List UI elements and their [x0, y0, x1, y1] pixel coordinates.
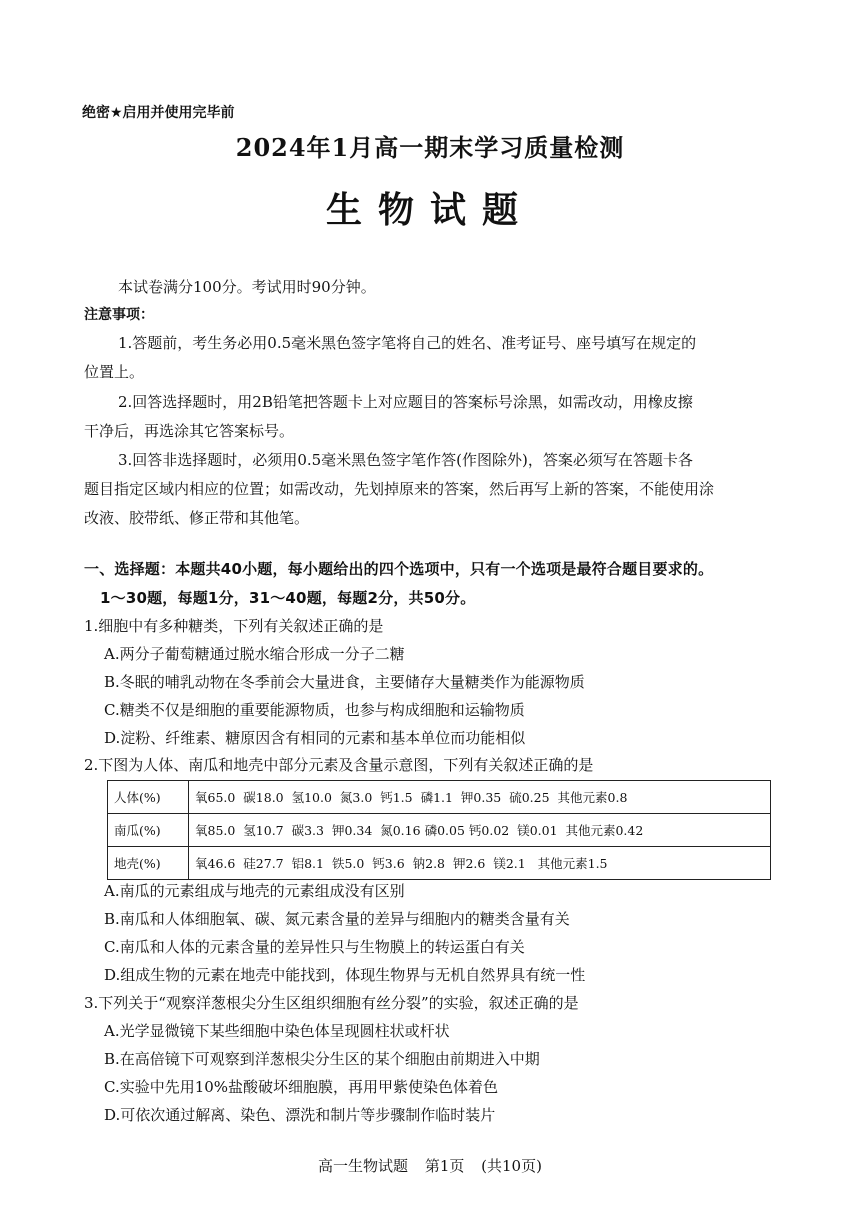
row-label: 地壳(%) [108, 847, 189, 880]
table-row [108, 814, 771, 847]
question-option: C.南瓜和人体的元素含量的差异性只与生物膜上的转运蛋白有关 [104, 938, 525, 956]
subject-title: 生物试题 [325, 190, 534, 231]
question-option: D.淀粉、纤维素、糖原因含有相同的元素和基本单位而功能相似 [104, 729, 526, 747]
question-option: D.组成生物的元素在地壳中能找到，体现生物界与无机自然界具有统一性 [104, 966, 586, 984]
notice-line: 题目指定区域内相应的位置；如需改动，先划掉原来的答案，然后再写上新的答案，不能使用涂 [84, 480, 715, 498]
notice-line: 3.回答非选择题时，必须用0.5毫米黑色签字笔作答(作图除外)，答案必须写在答题卡各 [118, 451, 693, 469]
table-row [108, 847, 771, 880]
element-value: 钙1.5 [380, 790, 413, 805]
element-value: 氢10.7 [243, 823, 284, 838]
notice-line: 2.回答选择题时，用2B铅笔把答题卡上对应题目的答案标号涂黑，如需改动，用橡皮擦 [118, 393, 693, 411]
element-value: 碳18.0 [243, 790, 284, 805]
section-heading: 一、选择题：本题共40小题，每小题给出的四个选项中，只有一个选项是最符合题目要求的。 [84, 560, 714, 578]
element-value: 氮0.16 [380, 823, 421, 838]
row-label: 人体(%) [108, 781, 189, 814]
question-option: B.冬眠的哺乳动物在冬季前会大量进食，主要储存大量糖类作为能源物质 [104, 673, 585, 691]
table-cell [189, 781, 771, 814]
element-value: 其他元素1.5 [537, 856, 608, 871]
footer-total-pages: (共10页) [481, 1157, 542, 1175]
question-option: B.在高倍镜下可观察到洋葱根尖分生区的某个细胞由前期进入中期 [104, 1050, 540, 1068]
question-option: A.两分子葡萄糖通过脱水缩合形成一分子二糖 [104, 645, 405, 663]
question-option: C.糖类不仅是细胞的重要能源物质，也参与构成细胞和运输物质 [104, 701, 525, 719]
notice-line: 位置上。 [84, 363, 145, 381]
table-row [108, 781, 771, 814]
element-value: 钙3.6 [372, 856, 405, 871]
element-value: 硫0.25 [509, 790, 550, 805]
element-value: 钠2.8 [412, 856, 446, 871]
element-value: 镁0.01 [517, 823, 558, 838]
confidential-mark: 绝密★启用并使用完毕前 [82, 105, 235, 121]
footer-subject: 高一生物试题 [318, 1157, 409, 1175]
question-option: A.光学显微镜下某些细胞中染色体呈现圆柱状或杆状 [104, 1022, 450, 1040]
row-label: 南瓜(%) [108, 814, 189, 847]
element-value: 磷0.05 [424, 823, 465, 838]
notice-line: 1.答题前，考生务必用0.5毫米黑色签字笔将自己的姓名、准考证号、座号填写在规定的 [118, 334, 697, 352]
table-cell [189, 814, 771, 847]
element-table [107, 780, 771, 880]
exam-title: 2024年1月高一期末学习质量检测 [235, 133, 625, 162]
question-option: B.南瓜和人体细胞氧、碳、氮元素含量的差异与细胞内的糖类含量有关 [104, 910, 570, 928]
element-value: 碳3.3 [291, 823, 324, 838]
element-value: 镁2.1 [493, 856, 526, 871]
notice-heading: 注意事项： [84, 307, 154, 323]
question-stem: 1.细胞中有多种糖类，下列有关叙述正确的是 [84, 617, 384, 635]
element-value: 钾0.34 [331, 823, 373, 838]
element-value: 钾2.6 [452, 856, 486, 871]
notice-line: 干净后，再选涂其它答案标号。 [84, 422, 295, 440]
footer-page-number: 第1页 [424, 1157, 465, 1175]
element-value: 铝8.1 [291, 856, 324, 871]
intro-text: 本试卷满分100分。考试用时90分钟。 [118, 278, 376, 296]
element-value: 氮3.0 [339, 790, 373, 805]
question-stem: 2.下图为人体、南瓜和地壳中部分元素及含量示意图，下列有关叙述正确的是 [84, 756, 594, 774]
question-option: C.实验中先用10%盐酸破坏细胞膜，再用甲紫使染色体着色 [104, 1078, 499, 1096]
element-value: 钾0.35 [460, 790, 502, 805]
element-value: 氢10.0 [291, 790, 332, 805]
element-value: 其他元素0.42 [565, 823, 644, 838]
element-value: 氧46.6 [195, 856, 236, 871]
element-value: 氧85.0 [195, 823, 236, 838]
question-option: D.可依次通过解离、染色、漂洗和制片等步骤制作临时装片 [104, 1106, 496, 1124]
element-value: 磷1.1 [420, 790, 453, 805]
question-option: A.南瓜的元素组成与地壳的元素组成没有区别 [104, 882, 405, 900]
page-footer [0, 1155, 860, 1176]
section-scoring: 1～30题，每题1分，31～40题，每题2分，共50分。 [100, 589, 476, 607]
table-cell [189, 847, 771, 880]
element-value: 其他元素0.8 [557, 790, 628, 805]
element-value: 氧65.0 [195, 790, 236, 805]
element-value: 钙0.02 [468, 823, 510, 838]
element-value: 铁5.0 [331, 856, 365, 871]
notice-line: 改液、胶带纸、修正带和其他笔。 [84, 509, 310, 527]
element-value: 硅27.7 [243, 856, 284, 871]
question-stem: 3.下列关于“观察洋葱根尖分生区组织细胞有丝分裂”的实验，叙述正确的是 [84, 994, 579, 1012]
